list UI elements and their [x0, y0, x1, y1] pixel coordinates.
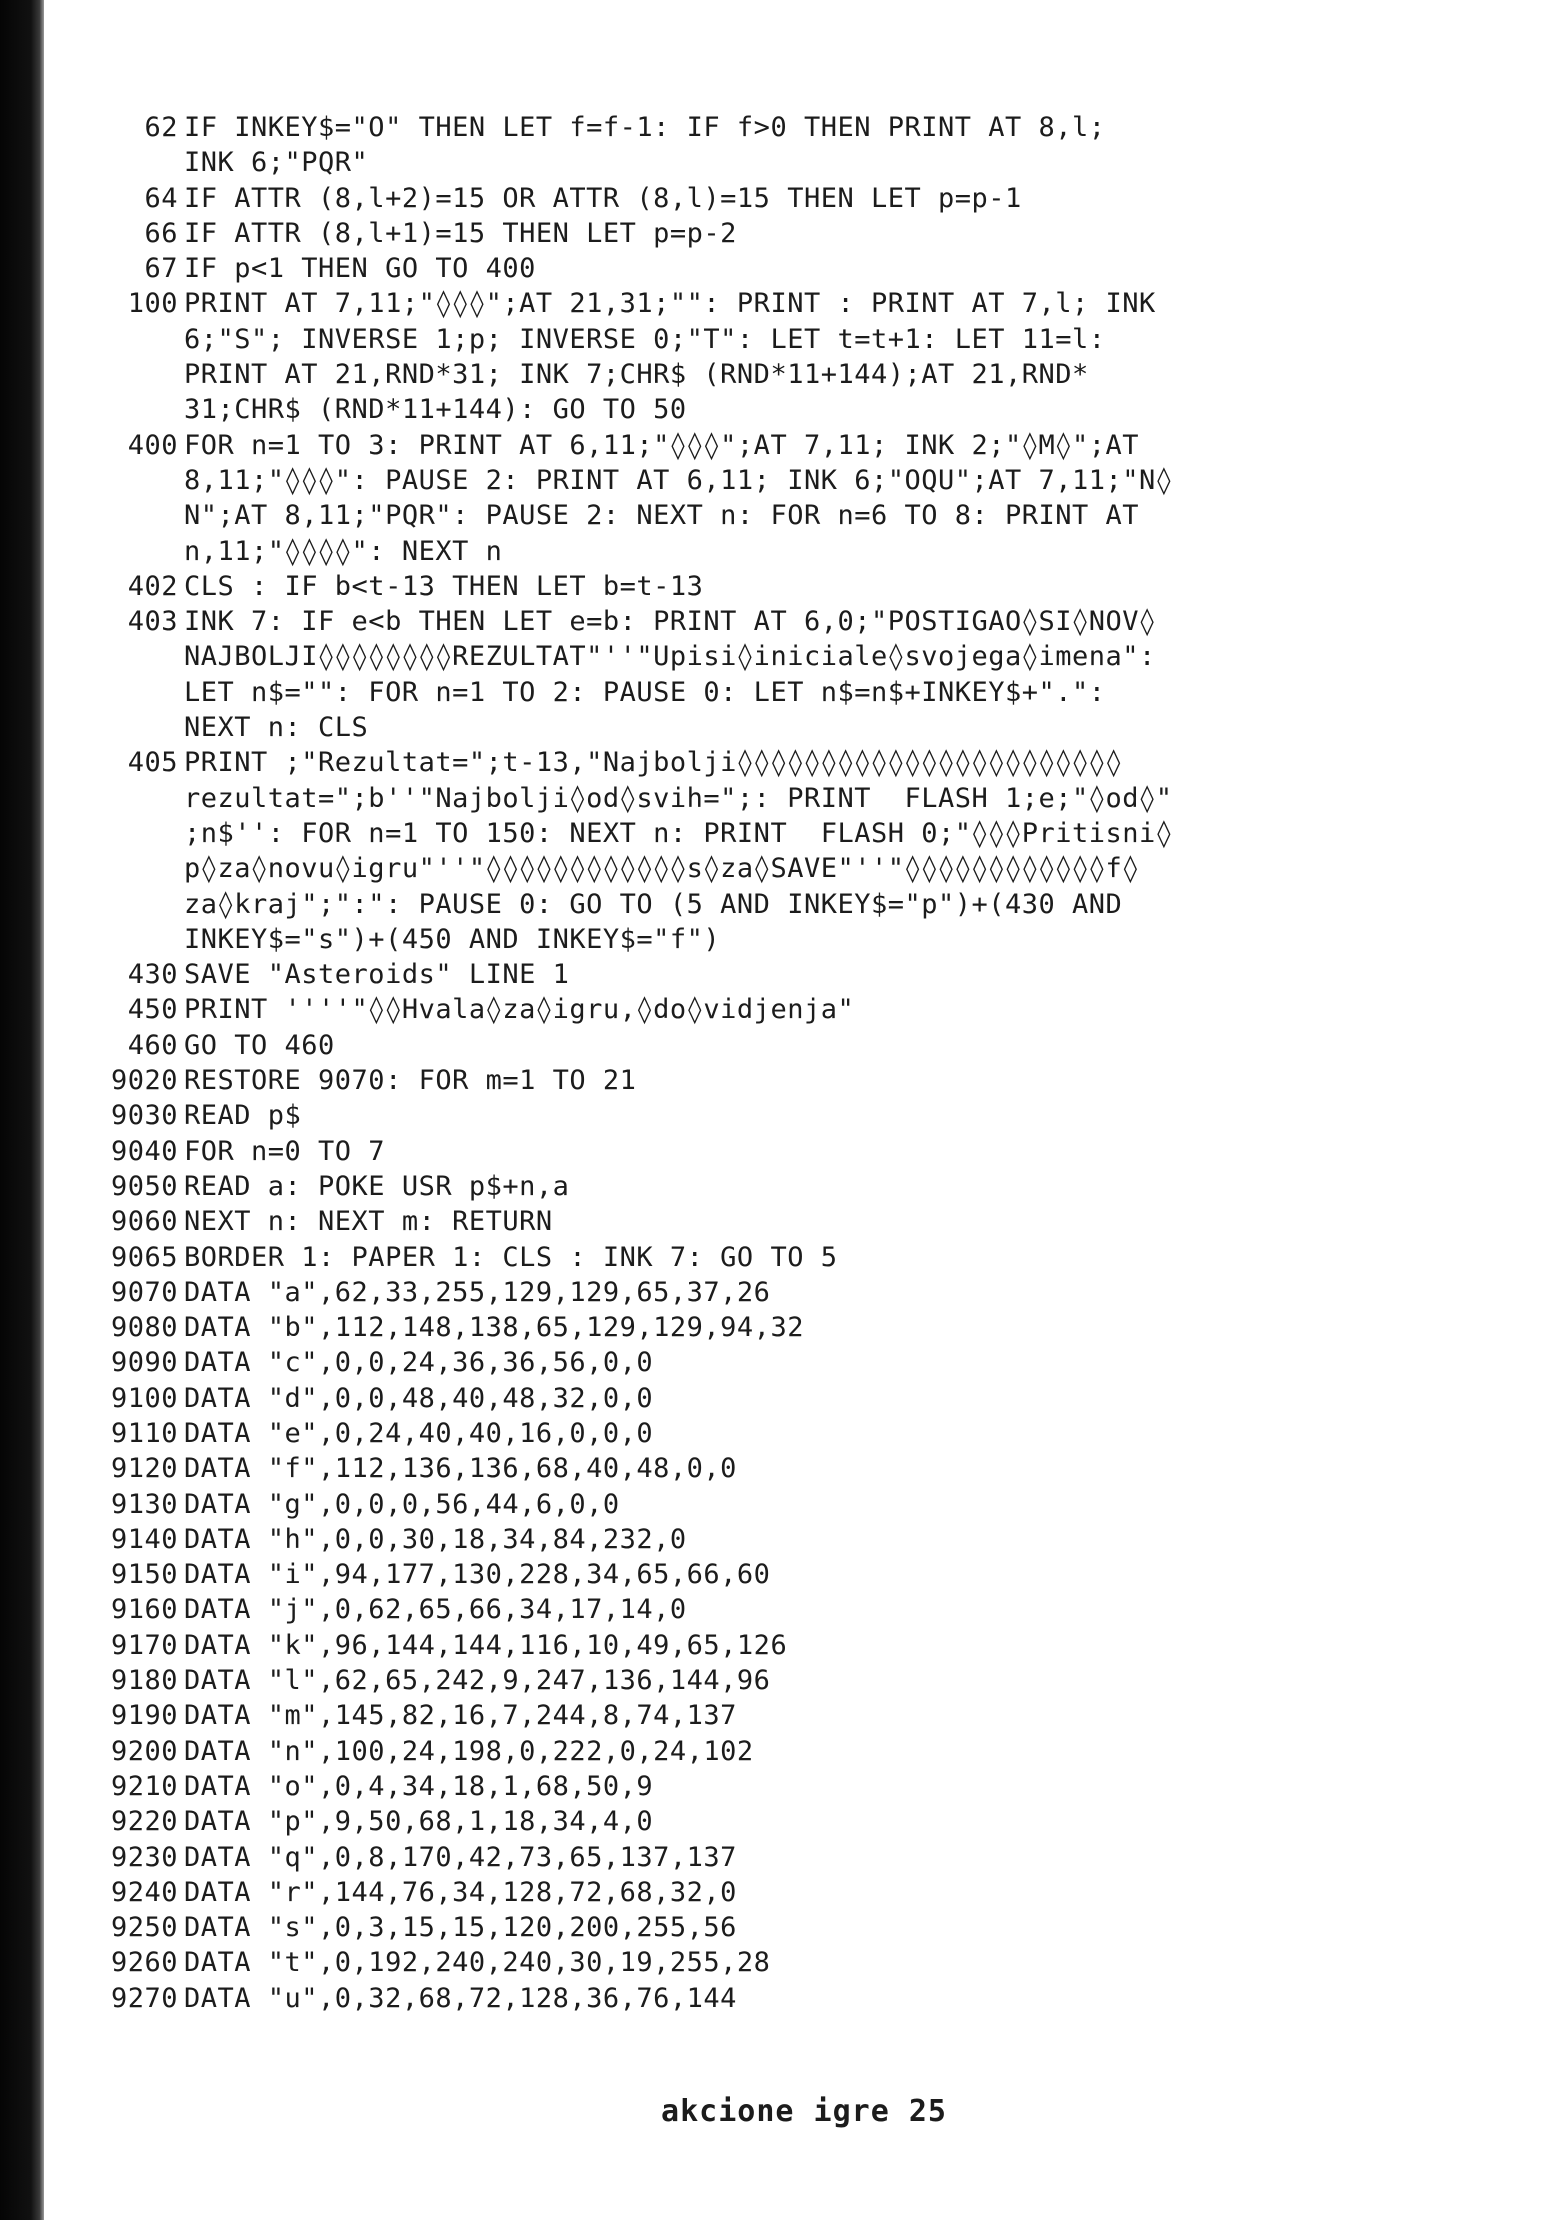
line-number: 9090 [110, 1347, 178, 1379]
line-number: 405 [127, 747, 178, 779]
line-number: 9130 [110, 1488, 178, 1520]
program-line [98, 1981, 1498, 2016]
program-line [98, 1345, 1498, 1380]
line-number: 9120 [110, 1453, 178, 1485]
program-line [98, 251, 1498, 286]
program-line [98, 1945, 1498, 1980]
program-line [98, 569, 1498, 604]
program-line [98, 1804, 1498, 1839]
line-code: DATA "h",0,0,30,18,34,84,232,0 [184, 1523, 687, 1555]
line-number: 9110 [110, 1417, 178, 1449]
program-line [98, 1910, 1498, 1945]
program-line [98, 216, 1498, 251]
line-number: 9140 [110, 1523, 178, 1555]
line-number: 9070 [110, 1276, 178, 1308]
line-code: DATA "p",9,50,68,1,18,34,4,0 [184, 1806, 654, 1838]
program-line [98, 1240, 1498, 1275]
line-code: DATA "u",0,32,68,72,128,36,76,144 [184, 1982, 737, 2014]
line-code: READ a: POKE USR p$+n,a [184, 1170, 570, 1202]
line-number: 9170 [110, 1629, 178, 1661]
line-code: IF ATTR (8,l+2)=15 OR ATTR (8,l)=15 THEN LET p=p-1 [184, 182, 1022, 214]
line-number: 9040 [110, 1135, 178, 1167]
line-number: 66 [144, 217, 178, 249]
line-number: 9190 [110, 1700, 178, 1732]
line-code: INK 7: IF e<b THEN LET e=b: PRINT AT 6,0;"POSTIGAO◊SI◊NOV◊ NAJBOLJI◊◊◊◊◊◊◊◊REZULTAT"''"Upisi◊iniciale◊svojega◊imena": LET n$="": FOR n=1 TO 2: PAUSE 0: LET n$=n$+INKEY$+".": NEXT n: CLS [184, 606, 1156, 744]
program-line [98, 1204, 1498, 1239]
line-number: 9230 [110, 1841, 178, 1873]
program-line [98, 1275, 1498, 1310]
line-code: DATA "q",0,8,170,42,73,65,137,137 [184, 1841, 737, 1873]
program-line [98, 1522, 1498, 1557]
program-line [98, 1663, 1498, 1698]
line-code: DATA "a",62,33,255,129,129,65,37,26 [184, 1276, 771, 1308]
line-code: FOR n=0 TO 7 [184, 1135, 386, 1167]
line-number: 9080 [110, 1312, 178, 1344]
program-line [98, 428, 1498, 569]
line-number: 9250 [110, 1912, 178, 1944]
program-line [98, 957, 1498, 992]
line-code: DATA "i",94,177,130,228,34,65,66,60 [184, 1559, 771, 1591]
line-number: 9210 [110, 1770, 178, 1802]
program-line [98, 1169, 1498, 1204]
program-line [98, 1487, 1498, 1522]
line-number: 9020 [110, 1065, 178, 1097]
program-line [98, 1063, 1498, 1098]
line-code: DATA "o",0,4,34,18,1,68,50,9 [184, 1770, 654, 1802]
line-code: DATA "l",62,65,242,9,247,136,144,96 [184, 1665, 771, 1697]
line-code: BORDER 1: PAPER 1: CLS : INK 7: GO TO 5 [184, 1241, 838, 1273]
line-number: 450 [127, 994, 178, 1026]
program-line [98, 1416, 1498, 1451]
line-number: 9060 [110, 1206, 178, 1238]
line-code: SAVE "Asteroids" LINE 1 [184, 959, 570, 991]
line-code: GO TO 460 [184, 1029, 335, 1061]
line-code: IF INKEY$="O" THEN LET f=f-1: IF f>0 THEN PRINT AT 8,l; INK 6;"PQR" [184, 112, 1106, 179]
line-code: DATA "c",0,0,24,36,36,56,0,0 [184, 1347, 654, 1379]
line-code: DATA "b",112,148,138,65,129,129,94,32 [184, 1312, 804, 1344]
line-code: IF ATTR (8,l+1)=15 THEN LET p=p-2 [184, 217, 737, 249]
line-code: IF p<1 THEN GO TO 400 [184, 253, 536, 285]
program-line [98, 1592, 1498, 1627]
program-line [98, 1698, 1498, 1733]
line-code: READ p$ [184, 1100, 302, 1132]
line-code: PRINT AT 7,11;"◊◊◊";AT 21,31;"": PRINT : PRINT AT 7,l; INK 6;"S"; INVERSE 1;p; INVERSE 0;"T": LET t=t+1: LET 11=l: PRINT AT 21,RND*31; INK 7;CHR$ (RND*11+144);AT 21,RND* 31;CHR$ (RND*11+144): GO TO 50 [184, 288, 1156, 426]
line-number: 67 [144, 253, 178, 285]
line-number: 460 [127, 1029, 178, 1061]
basic-program-listing [98, 110, 1498, 2016]
program-line [98, 1451, 1498, 1486]
program-line [98, 286, 1498, 427]
line-number: 9030 [110, 1100, 178, 1132]
page-footer: akcione igre 25 [661, 2094, 947, 2129]
line-number: 100 [127, 288, 178, 320]
line-number: 9160 [110, 1594, 178, 1626]
line-number: 9100 [110, 1382, 178, 1414]
program-line [98, 181, 1498, 216]
line-number: 430 [127, 959, 178, 991]
line-code: PRINT ;"Rezultat=";t-13,"Najbolji◊◊◊◊◊◊◊◊◊◊◊◊◊◊◊◊◊◊◊◊◊◊◊ rezultat=";b''"Najbolji◊od◊svih=";: PRINT FLASH 1;e;"◊od◊" ;n$'': FOR n=1 TO 150: NEXT n: PRINT FLASH 0;"◊◊◊Pritisni◊ p◊za◊novu◊igru"''"◊◊◊◊◊◊◊◊◊◊◊◊s◊za◊SAVE"''"◊◊◊◊◊◊◊◊◊◊◊◊f◊ za◊kraj";":": PAUSE 0: GO TO (5 AND INKEY$="p")+(430 AND INKEY$="s")+(450 AND INKEY$="f") [184, 747, 1173, 955]
line-code: DATA "m",145,82,16,7,244,8,74,137 [184, 1700, 737, 1732]
program-line [98, 1098, 1498, 1133]
program-line [98, 1769, 1498, 1804]
line-code: DATA "t",0,192,240,240,30,19,255,28 [184, 1947, 771, 1979]
line-code: DATA "d",0,0,48,40,48,32,0,0 [184, 1382, 654, 1414]
line-number: 9260 [110, 1947, 178, 1979]
program-line [98, 1557, 1498, 1592]
program-line [98, 992, 1498, 1027]
program-line [98, 1875, 1498, 1910]
page-binding-edge [0, 0, 44, 2220]
program-line [98, 604, 1498, 745]
line-code: DATA "r",144,76,34,128,72,68,32,0 [184, 1876, 737, 1908]
line-code: DATA "s",0,3,15,15,120,200,255,56 [184, 1912, 737, 1944]
line-number: 9150 [110, 1559, 178, 1591]
line-code: FOR n=1 TO 3: PRINT AT 6,11;"◊◊◊";AT 7,11; INK 2;"◊M◊";AT 8,11;"◊◊◊": PAUSE 2: PRINT AT 6,11; INK 6;"OQU";AT 7,11;"N◊ N";AT 8,11;"PQR": PAUSE 2: NEXT n: FOR n=6 TO 8: PRINT AT n,11;"◊◊◊◊": NEXT n [184, 429, 1173, 567]
line-number: 9050 [110, 1170, 178, 1202]
line-code: DATA "e",0,24,40,40,16,0,0,0 [184, 1417, 654, 1449]
line-code: NEXT n: NEXT m: RETURN [184, 1206, 553, 1238]
line-number: 62 [144, 112, 178, 143]
line-number: 9065 [110, 1241, 178, 1273]
program-line [98, 1381, 1498, 1416]
line-number: 400 [127, 429, 178, 461]
program-line [98, 1310, 1498, 1345]
line-code: CLS : IF b<t-13 THEN LET b=t-13 [184, 570, 704, 602]
program-line [98, 1028, 1498, 1063]
line-code: PRINT ''''"◊◊Hvala◊za◊igru,◊do◊vidjenja" [184, 994, 855, 1026]
line-code: DATA "j",0,62,65,66,34,17,14,0 [184, 1594, 687, 1626]
line-number: 9220 [110, 1806, 178, 1838]
line-number: 9200 [110, 1735, 178, 1767]
line-number: 402 [127, 570, 178, 602]
line-number: 9270 [110, 1982, 178, 2014]
line-number: 403 [127, 606, 178, 638]
program-line [98, 1734, 1498, 1769]
line-code: DATA "g",0,0,0,56,44,6,0,0 [184, 1488, 620, 1520]
program-line [98, 1840, 1498, 1875]
line-number: 9180 [110, 1665, 178, 1697]
line-number: 9240 [110, 1876, 178, 1908]
program-line [98, 1628, 1498, 1663]
line-code: DATA "k",96,144,144,116,10,49,65,126 [184, 1629, 788, 1661]
line-code: DATA "n",100,24,198,0,222,0,24,102 [184, 1735, 754, 1767]
program-line [98, 1134, 1498, 1169]
line-number: 64 [144, 182, 178, 214]
program-line [98, 110, 1498, 181]
line-code: RESTORE 9070: FOR m=1 TO 21 [184, 1065, 637, 1097]
program-line [98, 745, 1498, 957]
line-code: DATA "f",112,136,136,68,40,48,0,0 [184, 1453, 737, 1485]
